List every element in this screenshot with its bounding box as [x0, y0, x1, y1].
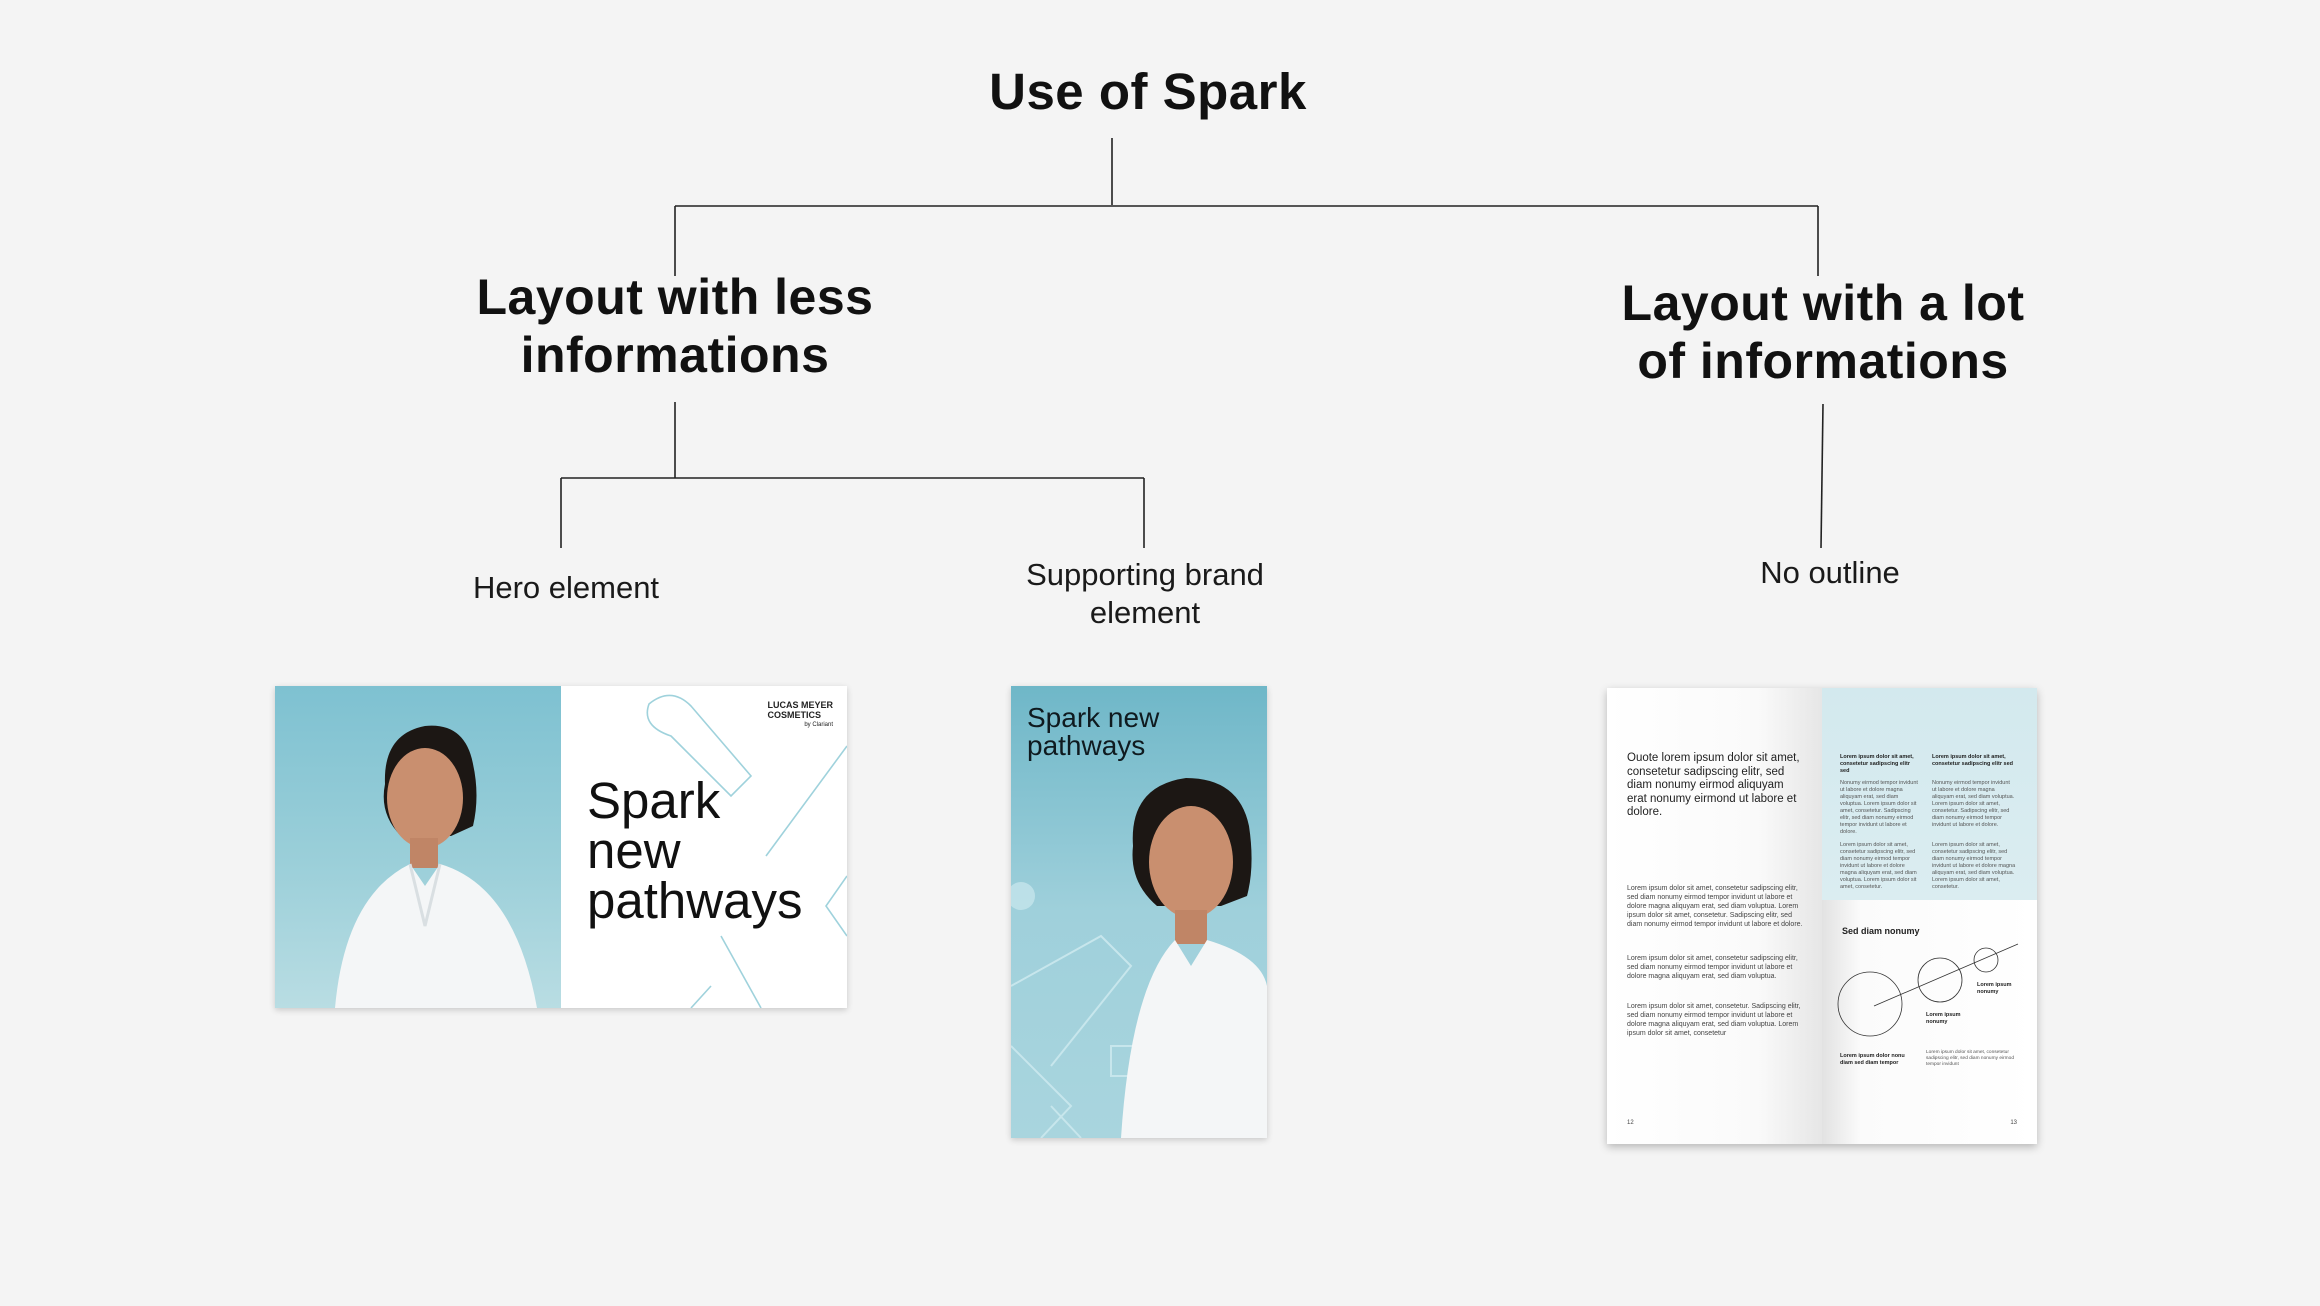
brochure-col2-text-2: Lorem ipsum dolor sit amet, consetetur sadipscing elitr, sed diam nonumy eirmod tempor invidunt ut labore et dolore magna aliquyam erat, sed diam voluptua. Lorem ipsum dolor sit amet, consetetur. [1932, 842, 2016, 890]
leaf-no-outline: No outline [1760, 555, 1900, 590]
leaf-supporting-brand-element: Supporting brand element [1026, 557, 1264, 630]
portrait-illustration [275, 686, 561, 1008]
brochure-label-a: Lorem ipsum nonumy [1977, 982, 2012, 995]
hero-photo [275, 686, 561, 1008]
brochure-page-number-right: 13 [2010, 1120, 2017, 1126]
brand-line-3: by Clariant [804, 722, 833, 728]
brochure-subhead: Sed diam nonumy [1842, 926, 1920, 936]
supporting-example-card [1011, 686, 1267, 1138]
brand-line-1: LUCAS MEYER [767, 700, 833, 710]
leaf-hero-element: Hero element [472, 570, 660, 605]
brochure-col2-head: Lorem ipsum dolor sit amet, consetetur sadipscing elitr sed [1932, 754, 2013, 767]
branch-lot-info-title: Layout with a lot of informations [1621, 275, 2025, 389]
brochure-body-3: Lorem ipsum dolor sit amet, consetetur. Sadipscing elitr, sed diam nonumy eirmod tempor invidunt ut labore et dolore magna aliquyam erat, sed diam voluptua. Lorem ipsum dolor sit amet, consetetur [1627, 1003, 1801, 1037]
branch-less-info-title: Layout with less informations [476, 269, 874, 383]
brochure-label-d: Lorem ipsum dolor sit amet, consetetur sadipscing elitr, sed diam nonumy eirmod tempor invidunt [1926, 1050, 2014, 1067]
diagram-title: Use of Spark [989, 63, 1307, 120]
brochure-col1-text: Nonumy eirmod tempor invidunt ut labore et dolore magna aliquyam erat, sed diam voluptua. Lorem ipsum dolor sit amet, consetetur. Sadipscing elitr, sed diam nonumy eirmod tempor invidunt ut labore et dolore. [1840, 780, 1918, 835]
brochure-example [1607, 688, 2037, 1144]
brochure-right-page [1822, 688, 2037, 1144]
brochure-label-c: Lorem ipsum dolor nonu diam sed diam tempor [1840, 1053, 1905, 1066]
brochure-page-number-left: 12 [1627, 1120, 1634, 1126]
brochure-body-2: Lorem ipsum dolor sit amet, consetetur sadipscing elitr, sed diam nonumy eirmod tempor invidunt ut labore et dolore magna aliquyam erat, sed diam voluptua. [1627, 955, 1798, 980]
connector-right-stem [1821, 404, 1823, 548]
brochure-left-page [1607, 688, 1822, 1144]
hero-card-headline: Spark new pathways [587, 772, 803, 929]
brochure-col1-text-2: Lorem ipsum dolor sit amet, consetetur sadipscing elitr, sed diam nonumy eirmod tempor invidunt ut labore et dolore magna aliquyam erat, sed diam voluptua. Lorem ipsum dolor sit amet, consetetur. [1840, 842, 1917, 890]
brochure-label-b: Lorem ipsum nonumy [1926, 1012, 1961, 1025]
supporting-card-headline: Spark new pathways [1027, 702, 1160, 761]
hero-example-card [275, 686, 847, 1008]
brand-logo [767, 700, 833, 730]
brochure-body-1: Lorem ipsum dolor sit amet, consetetur sadipscing elitr, sed diam nonumy eirmod tempor invidunt ut labore et dolore magna aliquyam erat, sed diam voluptua. Lorem ipsum dolor sit amet, consetetur. Sadipscing elitr, sed diam nonumy eirmod tempor invidunt ut labore et dolore. [1627, 885, 1803, 928]
brochure-quote: Ouote lorem ipsum dolor sit amet, consetetur sadipscing elitr, sed diam nonumy eirmod aliquyam erat nonumy eirmond ut labore et dolore. [1627, 752, 1800, 818]
brochure-col1-head: Lorem ipsum dolor sit amet, consetetur sadipscing elitr sed [1840, 754, 1914, 774]
brand-line-2: COSMETICS [767, 710, 821, 720]
brochure-circle-diagram [1822, 936, 2037, 1056]
brochure-col2-text: Nonumy eirmod tempor invidunt ut labore et dolore magna aliquyam erat, sed diam voluptua. Lorem ipsum dolor sit amet, consetetur. Sadipscing elitr, sed diam nonumy eirmod tempor invidunt ut labore et dolore. [1932, 780, 2015, 828]
